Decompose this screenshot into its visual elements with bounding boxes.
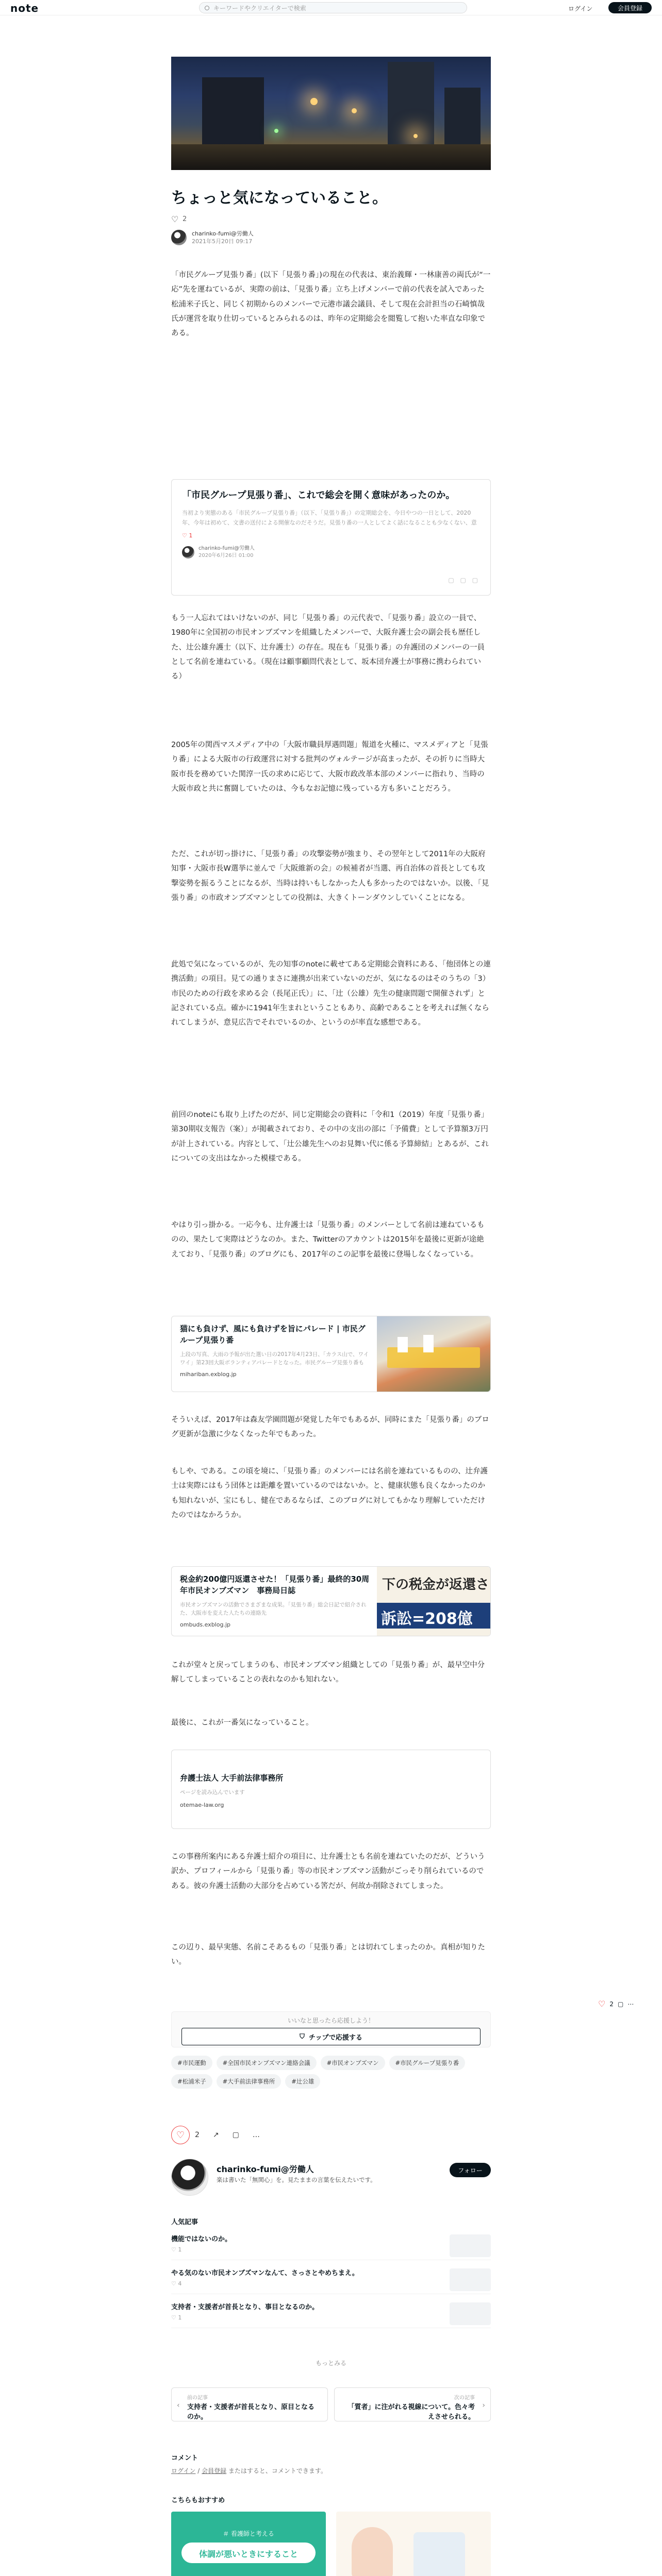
embed-date: 2020年6月26日 01:00 bbox=[198, 553, 254, 559]
paragraph: この辺り、最早実態、名前こそあるもの「見張り番」とは切れてしまったのか。真相が知りたい。 bbox=[171, 1943, 485, 1967]
floating-actions bbox=[598, 1999, 634, 2009]
like-count: 2 bbox=[195, 2131, 200, 2139]
hashtag[interactable]: #市民運動 bbox=[171, 2056, 212, 2070]
rec-card[interactable] bbox=[336, 2512, 491, 2576]
paragraph: もう一人忘れてはいけないのが、同じ「見張り番」の元代表で、「見張り番」設立の一員で、1980年に全国初の市民オンブズマンを組織したメンバーで、大阪弁護士会の副会長も歴任した、辻公雄弁護士（以下、辻弁護士）の存在。現在も「見張り番」の弁護団のメンバーの一員として名前を連ねている。（現在は顧事顧問代表として、坂本団弁護士が事務に携わられている） bbox=[171, 614, 485, 681]
search-input[interactable] bbox=[199, 2, 467, 13]
comment-section: コメント ログイン / 会員登録 またはすると、コメントできます。 bbox=[171, 2452, 491, 2475]
list-item[interactable]: 機能ではないのか。 ♡ 1 bbox=[171, 2233, 491, 2260]
popular-articles bbox=[171, 2216, 491, 2328]
comment-icon[interactable]: ▢ bbox=[232, 2131, 239, 2139]
article-author[interactable] bbox=[171, 230, 254, 246]
section-heading: コメント bbox=[171, 2454, 198, 2462]
hashtag[interactable]: #大手前法律事務所 bbox=[217, 2074, 282, 2089]
action-bar bbox=[171, 2126, 260, 2144]
heart-icon[interactable]: ♡ bbox=[598, 1999, 606, 2009]
prev-article-link[interactable]: ‹ 前の記事 支持者・支援者が首長となり、原目となるのか。 bbox=[171, 2387, 328, 2421]
paragraph: もしや、である。この頃を境に、「見張り番」のメンバーには名前を連ねているものの、辻弁護士は実際にはもう団体とは距離を置いているのではないか。と、健康状態も良くなかったのかも知れないが、宝にもし、健在であるならば、このブログに対してもかなり理解していただけたのではなかろうか。 bbox=[171, 1467, 488, 1519]
login-link[interactable]: ログイン bbox=[171, 2467, 196, 2475]
more-icon[interactable]: … bbox=[252, 2131, 260, 2139]
avatar[interactable] bbox=[171, 230, 187, 245]
hashtag[interactable]: #全国市民オンブズマン連絡会議 bbox=[217, 2056, 317, 2070]
paragraph: やはり引っ掛かる。一応今も、辻弁護士は「見張り番」のメンバーとして名前は連ねているものの、果たして実際はどうなのか。また、Twitterのアカウントは2015年を最後に更新が途絶えており、「見張り番」のブログにも、2017年のこの記事を最後に登場しなくなっている。 bbox=[171, 1221, 485, 1259]
paragraph: 此処で気になっているのが、先の知事のnoteに載せてある定期総会資料にある、「他団体との連携活動」の項目。見ての通りまさに連携が出来ていないのだが、気になるのはそのうちの「3）市民のための行政を求める会（長尾正氏）」に、「辻（公雄）先生の健康問題で開催されず」と記されている点。確かに1941年生まれということもあり、高齢であることを考えれば無くなられてしまうが、意見広告でそれでいるのか、というのが率直な感想である。 bbox=[171, 960, 491, 1027]
embed-title: 「市民グループ見張り番」、これで総会を開く意味があったのか。 bbox=[182, 490, 455, 501]
paragraph: 最後に、これが一番気になっていること。 bbox=[171, 1719, 313, 1727]
site-header bbox=[0, 0, 662, 15]
hero-image bbox=[171, 57, 491, 170]
list-item[interactable]: 支持者・支援者が首長となり、事目となるのか。 ♡ 1 bbox=[171, 2301, 491, 2328]
link-card[interactable]: 猫にも負けず、風にも負けずを旨にパレード | 市民グループ見張り番 上段の写真、大雨の予報が出た選い日の2017年4月23日、「カラス山で、ワイワイ」第23回大阪ボランティアパレードとなった。市民グループ見張り番も mihariban.exblog.jp bbox=[171, 1316, 491, 1392]
hashtag[interactable]: #市民オンブズマン bbox=[321, 2056, 385, 2070]
paragraph: これが堂々と戻ってしまうのも、市民オンブズマン組織としての「見張り番」が、最早空中分解してしまっていることの表れなのかも知れない。 bbox=[171, 1661, 485, 1684]
section-heading: こちらもおすすめ bbox=[171, 2497, 225, 2504]
support-box bbox=[171, 2011, 491, 2047]
section-heading: 人気記事 bbox=[171, 2218, 198, 2226]
paragraph: そういえば、2017年は森友学園問題が発覚した年でもあるが、同時にまた「見張り番」のブログ更新が急激に少なくなった年でもあった。 bbox=[171, 1416, 489, 1439]
author-name[interactable]: charinko-fumi@労働人 bbox=[192, 230, 254, 237]
embed-author: charinko-fumi@労働人 bbox=[198, 546, 255, 552]
note-logo[interactable]: note bbox=[10, 2, 39, 14]
link-thumbnail: 下の税金が返還さ 訴訟=208億 bbox=[377, 1567, 490, 1636]
recommendations bbox=[171, 2495, 491, 2576]
signup-button[interactable]: 会員登録 bbox=[608, 2, 652, 13]
more-icon[interactable]: ⋯ bbox=[627, 2000, 634, 2008]
paragraph: この事務所案内にある弁護士紹介の項目に、辻弁護士とも名前を連ねていたのだが、どういう訳か、プロフィールから「見張り番」等の市民オンブズマン活動がごっそり削られているのである。彼の弁護士活動の大部分を占めている筈だが、何故か削除されてしまった。 bbox=[171, 1853, 485, 1890]
profile-bio: 楽は書いた「無関心」を。見たままの言葉を伝えたいです。 bbox=[217, 2176, 376, 2183]
comment-icon[interactable]: ▢ bbox=[617, 2000, 624, 2008]
search-placeholder: キーワードやクリエイターで検索 bbox=[213, 4, 306, 12]
author-profile bbox=[171, 2159, 491, 2205]
search-icon bbox=[205, 6, 209, 10]
paragraph: 「市民グループ見張り番」(以下「見張り番」)の現在の代表は、東治義輝・一林康善の両氏が“一応”先を運ねているが、実際の前は、「見張り番」立ち上げメンバーで前の代表を試入であった松浦米子氏と、同じく初期からのメンバーで元港市議会議員、そして現在会計担当の石崎慎哉氏が運営を取り仕切っているとみられるのは、昨年の定期総会を閲覧して抱いた率直な印象である。 bbox=[171, 271, 491, 338]
hashtag[interactable]: #辻公雄 bbox=[285, 2074, 320, 2089]
heart-icon bbox=[171, 216, 178, 223]
tip-icon: ⛉ bbox=[300, 2032, 305, 2041]
like-count: 2 bbox=[609, 2000, 614, 2008]
more-link[interactable]: もっとみる bbox=[315, 2360, 346, 2367]
link-thumbnail bbox=[377, 1316, 490, 1392]
prev-next-nav bbox=[171, 2387, 491, 2421]
paragraph: 前回のnoteにも取り上げたのだが、同じ定期総会の資料に「令和1（2019）年度「見張り番」第30期収支報告（案）」が掲載されており、その中の支出の部に「予備費」として予算額3万円が計上されている。内容として、「辻公雄先生へのお見舞い代に係る予算締結」とあるが、これについての支出はなかった模様である。 bbox=[171, 1111, 489, 1163]
paragraph: 2005年の関西マスメディア中の「大阪市職員厚遇問題」報道を火種に、マスメディアと「見張り番」による大阪市の行政運営に対する批判のヴォルテージが高まったが、その折りに当時大阪市長を務めていた関淳一氏の求めに応じて、大阪市政改革本部のメンバーに指れり、当時の大阪市政と共に奮闘していたのは、今もなお記憶に残っている方も多いことだろう。 bbox=[171, 741, 488, 793]
hashtag-list bbox=[171, 2056, 491, 2089]
link-card[interactable]: 税金約200億円返還させた！「見張り番」最終的30周年市民オンブズマン 事務局日誌 市民オンブズマンの活動でさまざまな成果。「見張り番」総会日記で紹介された、大阪市を変えた人たちの連絡先 ombuds.exblog.jp 下の税金が返還さ 訴訟=208億 bbox=[171, 1566, 491, 1636]
support-question: いいなと思ったら応援しよう！ bbox=[287, 2017, 374, 2024]
list-item[interactable]: やる気のない市民オンブズマンなんて、さっさとやめちまえ。 ♡ 4 bbox=[171, 2267, 491, 2294]
article-title: ちょっと気になっていること。 bbox=[171, 189, 388, 207]
paragraph: ただ、これが切っ掛けに、「見張り番」の攻撃姿勢が強まり、その翌年として2011年の大阪府知事・大阪市長W選挙に並んで「大阪維新の会」の候補者が当選、再自治体の首長としても攻撃姿勢を振るうことになるが、当時は持いもしなかった人も多かったのではないか。以後、「見張り番」の市政オンブズマンとしての役割は、大きくトーンダウンしていくことになる。 bbox=[171, 850, 489, 902]
hashtag[interactable]: #市民グループ見張り番 bbox=[389, 2056, 466, 2070]
tip-button[interactable]: ⛉ チップで応援する bbox=[181, 2028, 481, 2045]
embedded-note-card[interactable] bbox=[171, 479, 491, 596]
follow-button[interactable]: フォロー bbox=[450, 2163, 491, 2177]
avatar[interactable] bbox=[171, 2159, 208, 2196]
chevron-right-icon: › bbox=[482, 2401, 485, 2410]
embed-likes: ♡ 1 bbox=[182, 532, 193, 539]
login-link[interactable]: ログイン bbox=[568, 5, 593, 12]
avatar bbox=[182, 546, 194, 558]
profile-name[interactable]: charinko-fumi@労働人 bbox=[217, 2164, 314, 2174]
like-button[interactable]: ♡ bbox=[171, 2126, 190, 2144]
publish-date: 2021年5月20日 09:17 bbox=[192, 238, 253, 245]
chevron-left-icon: ‹ bbox=[177, 2401, 180, 2410]
article-like-count[interactable]: ♡ 2 bbox=[171, 215, 187, 223]
next-article-link[interactable]: › 次の記事 「質者」に注がれる視線について。色々考えさせられる。 bbox=[334, 2387, 491, 2421]
embed-action-icons: ▢ ▢ ▢ bbox=[448, 577, 480, 584]
share-icon[interactable]: ↗ bbox=[212, 2131, 219, 2139]
signup-link[interactable]: 会員登録 bbox=[202, 2467, 227, 2475]
rec-card[interactable]: ＃ 看護師と考える 体調が悪いときにすること bbox=[171, 2512, 326, 2576]
link-card[interactable]: 弁護士法人 大手前法律事務所 ページを読み込んでいます otemae-law.org bbox=[171, 1750, 491, 1829]
embed-excerpt: 当初より実態のある「市民グループ見張り番」（以下、「見張り番」）の定期総会を、今日やつの一日として、2020年、今年は初めて、文書の送付による開催なのだそうだ。見張り番の一人としてよく話になることも少なくない、意 bbox=[182, 510, 477, 526]
hashtag[interactable]: #松浦米子 bbox=[171, 2074, 212, 2089]
